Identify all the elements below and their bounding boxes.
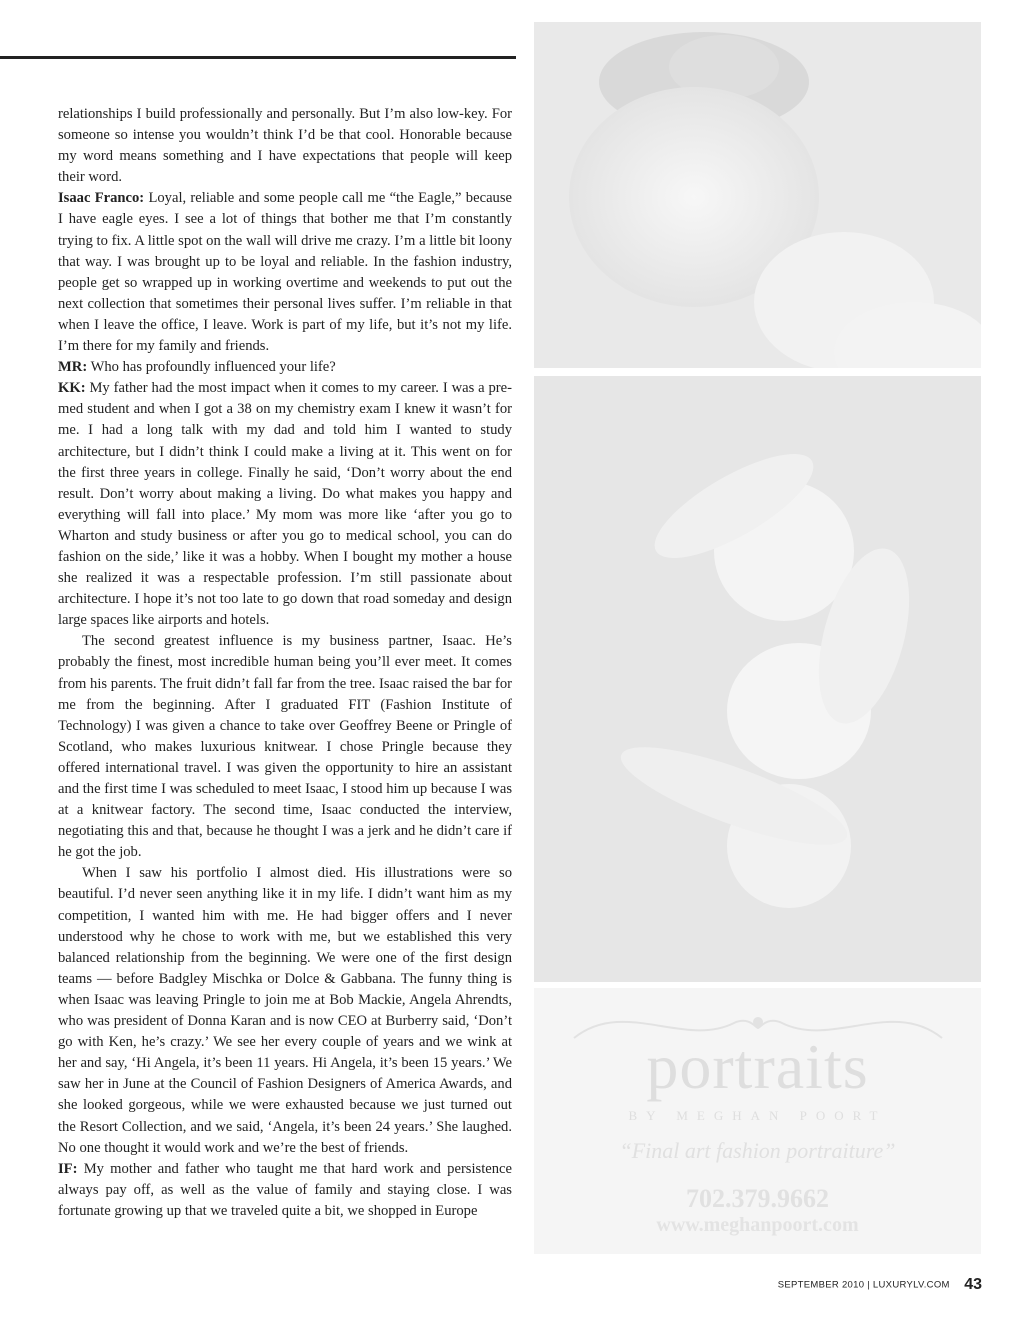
paragraph-1: relationships I build professionally and personally. But I’m also low-key. For someone so intense you wouldn’t think I’d be that cool. Honorable because my word means something and I have expectations that people will keep their word. bbox=[58, 106, 512, 186]
portraits-advertisement bbox=[534, 988, 981, 1254]
page-number: 43 bbox=[964, 1276, 982, 1293]
paragraph-if bbox=[58, 1159, 512, 1222]
photo-children bbox=[534, 376, 981, 982]
ad-phone: 702.379.9662 bbox=[686, 1184, 829, 1213]
ad-brand: portraits bbox=[646, 1031, 869, 1102]
ad-byline: BY MEGHAN POORT bbox=[628, 1108, 887, 1123]
top-rule bbox=[0, 56, 516, 59]
article-body bbox=[58, 104, 512, 1222]
page-footer bbox=[778, 1276, 982, 1294]
answer-text: My father had the most impact when it comes to my career. I was a pre-med student and when I got a 38 on my chemistry exam I knew it wasn’t for me. I had a long talk with my dad and told him I wanted to study architecture, but I didn’t think I could make a living at it. This went on for the first three years in college. Finally he said, ‘Don’t worry about the end result. Don’t worry about making a living. Do what makes you happy and everything will fall into place.’ My mom was more like ‘after you go to Wharton and study business or after you go to medical school, you can do fashion on the side,’ like it was a hobby. When I bought my mother a house she realized it was a respectable profession. I’m still passionate about architecture. I hope it’s not too late to go down that road someday and design large spaces like airports and hotels. bbox=[58, 380, 512, 629]
photo-baby bbox=[534, 22, 981, 368]
speaker-label: IF: bbox=[58, 1160, 78, 1177]
answer-text: My mother and father who taught me that hard work and persistence always pay off, as well as the value of family and staying close. I was fortunate growing up that we traveled quite a bit, we shopped in Europe bbox=[58, 1160, 512, 1219]
issue-info: SEPTEMBER 2010 | LUXURYLV.COM bbox=[777, 1279, 950, 1291]
question-text: Who has profoundly influenced your life? bbox=[87, 359, 336, 376]
paragraph-6: When I saw his portfolio I almost died. His illustrations were so beautiful. I’d never seen anything like it in my life. I didn’t want him as my competition, I wanted him with me. He had bigger offers and I never understood why he chose to work with me, but we established this very balanced relationship from the beginning. We were one of the first design teams — before Badgley Mischka or Dolce & Gabbana. The funny thing is when Isaac was leaving Pringle to join me at Bob Mackie, Angela Ahrendts, who was president of Donna Karan and is now CEO at Burberry said, ‘Don’t go with Ken, he’s crazy.’ We see her every couple of years and we wink at her and say, ‘Hi Angela, it’s been 11 years. Hi Angela, it’s been 15 years.’ We saw her in June at the Council of Fashion Designers of America Awards, and she looked gorgeous, while we were exhausted because we just turned out the Resort Collection, and we said, ‘Angela, it’s been 24 years.’ She laughed. No one thought it would work and we’re the best of friends. bbox=[58, 865, 512, 1156]
paragraph-5: The second greatest influence is my business partner, Isaac. He’s probably the finest, most incredible human being you’ll ever meet. It comes from his parents. The fruit didn’t fall far from the tree. Isaac raised the bar for me from the beginning. After I graduated FIT (Fashion Institute of Technology) I was given a chance to take over Geoffrey Beene or Pringle of Scotland, who makes luxurious knitwear. I chose Pringle because they offered international travel. I was given the opportunity to hire an assistant and the first time I was scheduled to meet Isaac, I stood him up because I was at a knitwear factory. The second time, Isaac conducted the interview, negotiating this and that, because he thought I was a jerk and he didn’t care if he got the job. bbox=[58, 633, 512, 861]
ad-url: www.meghanpoort.com bbox=[656, 1214, 859, 1236]
answer-text: Loyal, reliable and some people call me “the Eagle,” because I have eagle eyes. I see a lot of things that bother me that I’m constantly trying to fix. A little spot on the wall will drive me crazy. I’m a little bit loony that way. I was brought up to be loyal and reliable. In the fashion industry, people get so wrapped up in working overtime and weekends to put out the next collection that sometimes their personal lives suffer. I’m reliable in that when I leave the office, I leave. Work is part of my life, but it’s not my life. I’m there for my family and friends. bbox=[58, 190, 512, 355]
speaker-label: Isaac Franco: bbox=[58, 190, 145, 207]
ad-tagline: “Final art fashion portraiture” bbox=[619, 1138, 896, 1163]
question-mr bbox=[58, 357, 512, 378]
speaker-label: KK: bbox=[58, 380, 86, 397]
paragraph-kk bbox=[58, 378, 512, 631]
paragraph-isaac-franco bbox=[58, 188, 512, 357]
speaker-label: MR: bbox=[58, 359, 88, 376]
